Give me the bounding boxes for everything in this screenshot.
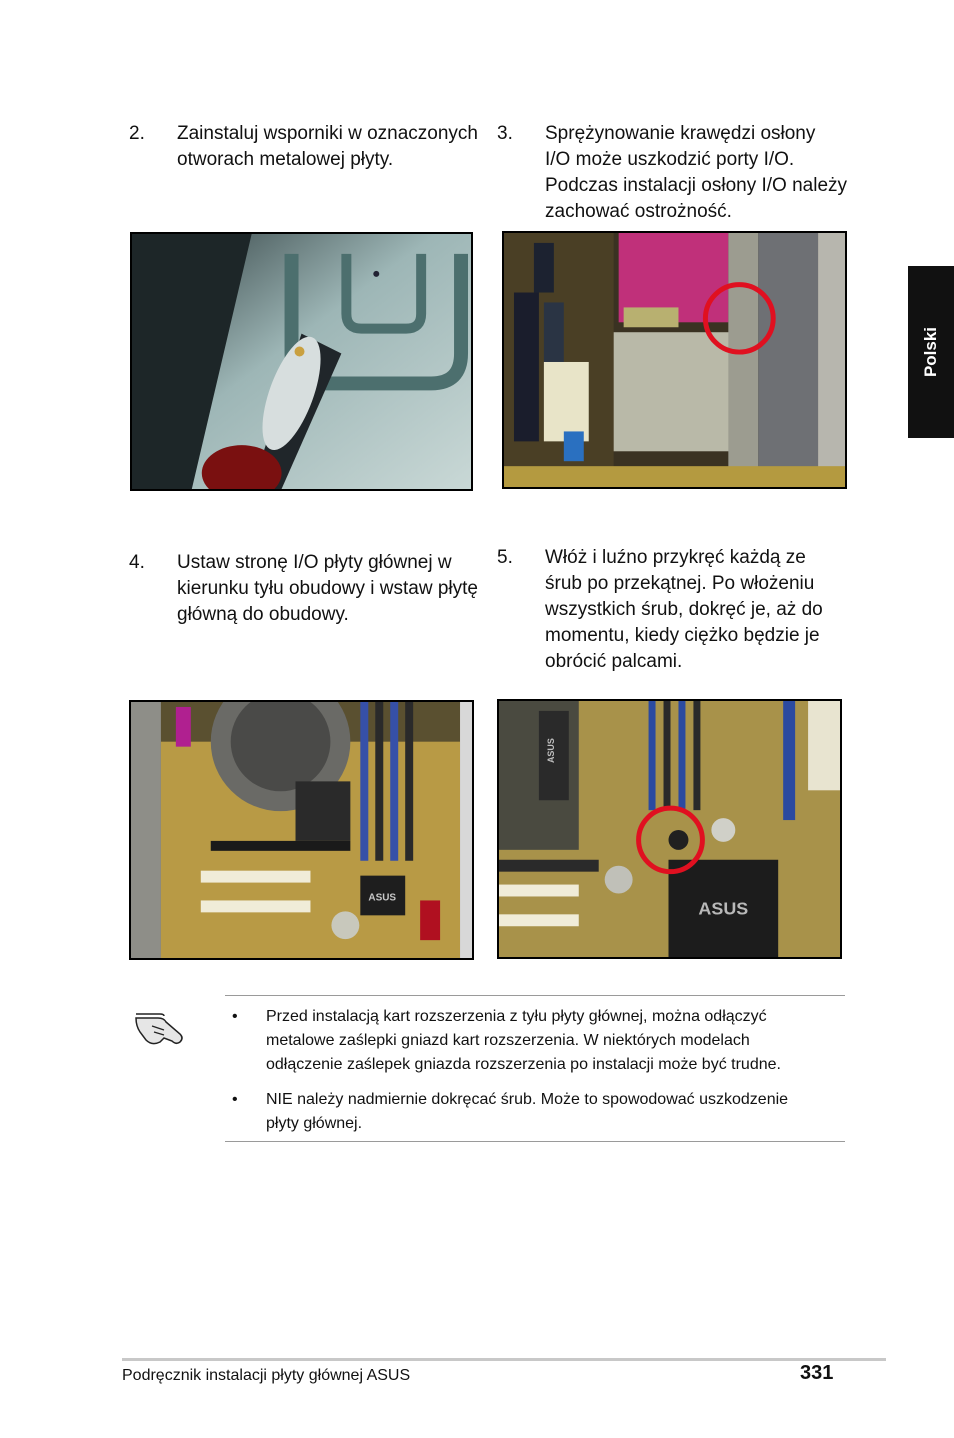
step-number: 2. (129, 123, 145, 144)
note-bullet: • (232, 1008, 238, 1025)
step-text: Ustaw stronę I/O płyty głównej w kierunku tyłu obudowy i wstaw płytę główną do obudowy. (177, 552, 478, 625)
footer-rule (122, 1358, 886, 1361)
svg-text:ASUS: ASUS (698, 898, 749, 919)
note-text: NIE należy nadmiernie dokręcać śrub. Może to spowodować uszkodzenie płyty głównej. (266, 1091, 789, 1132)
svg-text:ASUS: ASUS (545, 738, 556, 764)
step-number: 5. (497, 547, 513, 568)
note-text: Przed instalacją kart rozszerzenia z tyłu płyty głównej, można odłączyć metalowe zaślepki gniazd kart rozszerzenia. W niektórych modelach odłączenie zaślepek gniazda rozszerzenia po instalacji może być trudne. (266, 1008, 781, 1073)
step-text: Zainstaluj wsporniki w oznaczonych otworach metalowej płyty. (177, 123, 478, 170)
step-text: Sprężynowanie krawędzi osłony I/O może uszkodzić porty I/O. Podczas instalacji osłony I/O należy zachować ostrożność. (545, 123, 848, 222)
note-bullet: • (232, 1091, 238, 1108)
language-tab-label: Polski (921, 326, 940, 378)
step-text: Włóż i luźno przykręć każdą ze śrub po przekątnej. Po włożeniu wszystkich śrub, dokręć je, aż do momentu, kiedy ciężko będzie je obrócić palcami. (545, 547, 823, 672)
step-number: 4. (129, 552, 145, 573)
step-number: 3. (497, 123, 513, 144)
io-shield-photo (502, 231, 847, 489)
standoff-photo (130, 232, 473, 491)
note-hand-icon (134, 1004, 186, 1046)
note-bottom-rule (225, 1141, 845, 1142)
note-top-rule (225, 995, 845, 996)
footer-title: Podręcznik instalacji płyty głównej ASUS (122, 1367, 411, 1384)
page-number: 331 (800, 1362, 834, 1384)
motherboard-chassis-photo (129, 700, 474, 960)
language-tab (908, 266, 954, 438)
svg-text:ASUS: ASUS (368, 892, 397, 904)
screw-install-photo (497, 699, 842, 959)
